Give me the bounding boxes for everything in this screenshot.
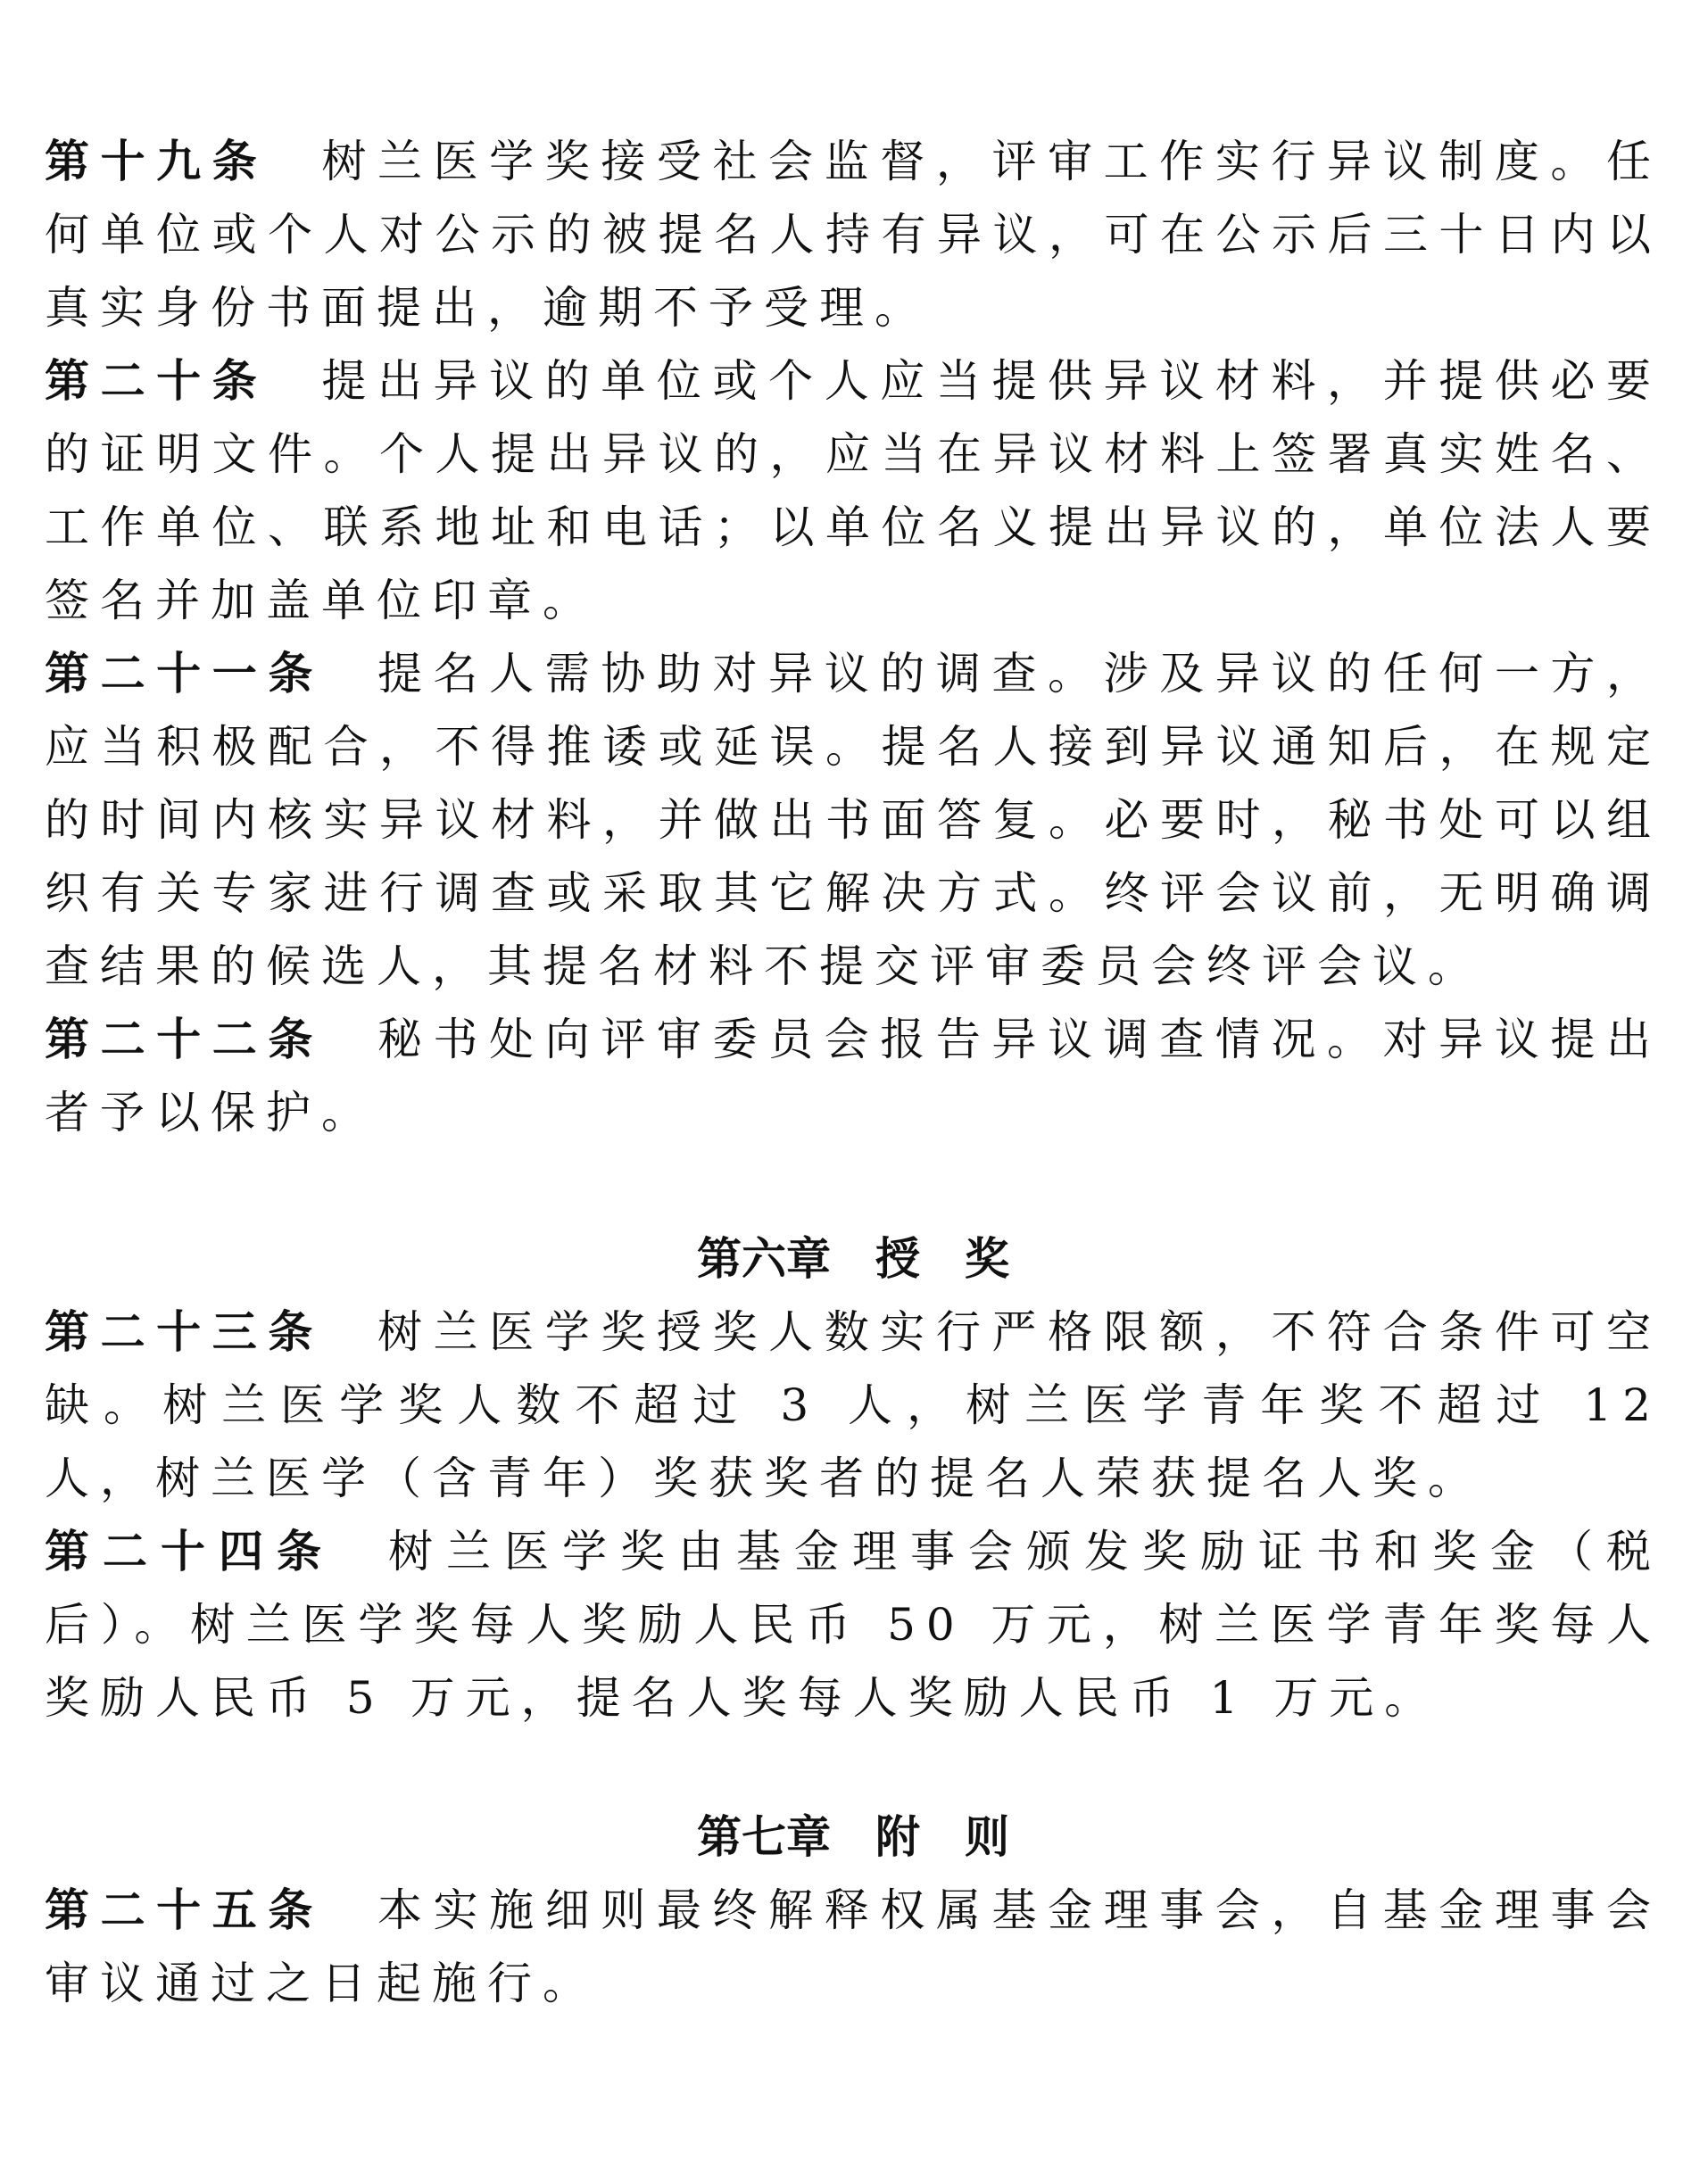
document-page [45, 125, 1662, 2020]
article-text: 树兰医学奖接受社会监督，评审工作实行异议制度。任何单位或个人对公示的被提名人持有异议，可在公示后三十日内以真实身份书面提出，逾期不予受理。 [45, 136, 1662, 334]
article-text: 提名人需协助对异议的调查。涉及异议的任何一方，应当积极配合，不得推诿或延误。提名人接到异议通知后，在规定的时间内核实异议材料，并做出书面答复。必要时，秘书处可以组织有关专家进行调查或采取其它解决方式。终评会议前，无明确调查结果的候选人，其提名材料不提交评审委员会终评会议。 [45, 648, 1662, 992]
article-19 [45, 125, 1662, 344]
article-21 [45, 637, 1662, 1003]
article-number: 第二十一条 [45, 648, 324, 700]
chapter-7-heading: 第七章 附 则 [697, 1811, 1009, 1863]
article-number: 第二十条 [45, 355, 269, 407]
chapter-6-heading: 第六章 授 奖 [697, 1233, 1009, 1285]
article-number: 第二十三条 [45, 1306, 324, 1358]
article-number: 第二十五条 [45, 1884, 324, 1936]
section-gap [45, 1149, 1662, 1222]
article-number: 第二十二条 [45, 1014, 324, 1065]
article-text: 提出异议的单位或个人应当提供异议材料，并提供必要的证明文件。个人提出异议的，应当在异议材料上签署真实姓名、工作单位、联系地址和电话；以单位名义提出异议的，单位法人要签名并加盖单位印章。 [45, 355, 1662, 626]
article-number: 第十九条 [45, 136, 269, 187]
section-gap [45, 1735, 1662, 1801]
article-22 [45, 1003, 1662, 1149]
article-text: 树兰医学奖授奖人数实行严格限额，不符合条件可空缺。树兰医学奖人数不超过 3 人，树兰医学青年奖不超过 12 人，树兰医学（含青年）奖获奖者的提名人荣获提名人奖。 [45, 1306, 1662, 1504]
article-text: 秘书处向评审委员会报告异议调查情况。对异议提出者予以保护。 [45, 1014, 1662, 1138]
article-25 [45, 1874, 1662, 2020]
article-text: 树兰医学奖由基金理事会颁发奖励证书和奖金（税后）。树兰医学奖每人奖励人民币 50 万元，树兰医学青年奖每人奖励人民币 5 万元，提名人奖每人奖励人民币 1 万元。 [45, 1526, 1662, 1724]
article-23 [45, 1296, 1662, 1515]
article-20 [45, 344, 1662, 637]
article-number: 第二十四条 [45, 1526, 335, 1577]
article-24 [45, 1515, 1662, 1735]
article-text: 本实施细则最终解释权属基金理事会，自基金理事会审议通过之日起施行。 [45, 1884, 1662, 2009]
